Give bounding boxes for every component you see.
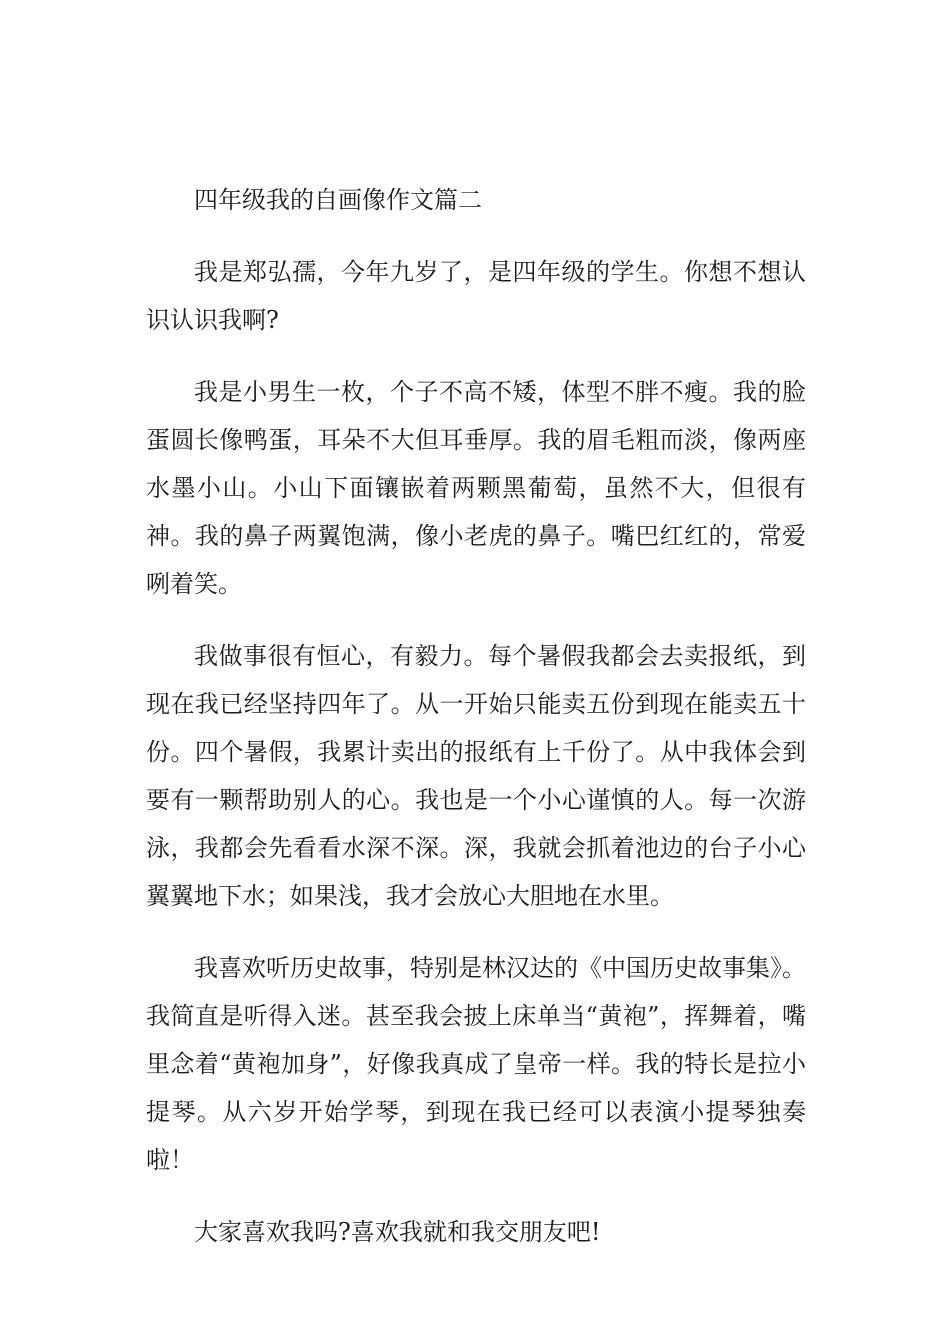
spacer bbox=[146, 920, 806, 944]
paragraph-hobbies: 我喜欢听历史故事，特别是林汉达的《中国历史故事集》。我简直是听得入迷。甚至我会披上床单当“黄袍”，挥舞着，嘴里念着“黄袍加身”，好像我真成了皇帝一样。我的特长是拉小提琴。从六岁开始学琴，到现在我已经可以表演小提琴独奏啦！ bbox=[146, 954, 806, 1174]
paragraph-perseverance: 我做事很有恒心，有毅力。每个暑假我都会去卖报纸，到现在我已经坚持四年了。从一开始只能卖五份到现在能卖五十份。四个暑假，我累计卖出的报纸有上千份了。从中我体会到要有一颗帮助别人的心。我也是一个小心谨慎的人。每一次游泳，我都会先看看水深不深。深，我就会抓着池边的台子小心翼翼地下水；如果浅，我才会放心大胆地在水里。 bbox=[146, 642, 806, 910]
paragraph-closing: 大家喜欢我吗?喜欢我就和我交朋友吧! bbox=[194, 1218, 601, 1246]
paragraph-intro: 我是郑弘孺，今年九岁了，是四年级的学生。你想不想认识认识我啊? bbox=[146, 258, 806, 334]
spacer bbox=[146, 608, 806, 632]
spacer bbox=[146, 1184, 806, 1208]
paragraph-appearance: 我是小男生一枚，个子不高不矮，体型不胖不瘦。我的脸蛋圆长像鸭蛋，耳朵不大但耳垂厚。我的眉毛粗而淡，像两座水墨小山。小山下面镶嵌着两颗黑葡萄，虽然不大，但很有神。我的鼻子两翼饱满，像小老虎的鼻子。嘴巴红红的，常爱咧着笑。 bbox=[146, 378, 806, 598]
document-title: 四年级我的自画像作文篇二 bbox=[194, 186, 482, 214]
spacer bbox=[146, 344, 806, 368]
spacer bbox=[146, 224, 806, 248]
document-body bbox=[146, 176, 806, 1256]
